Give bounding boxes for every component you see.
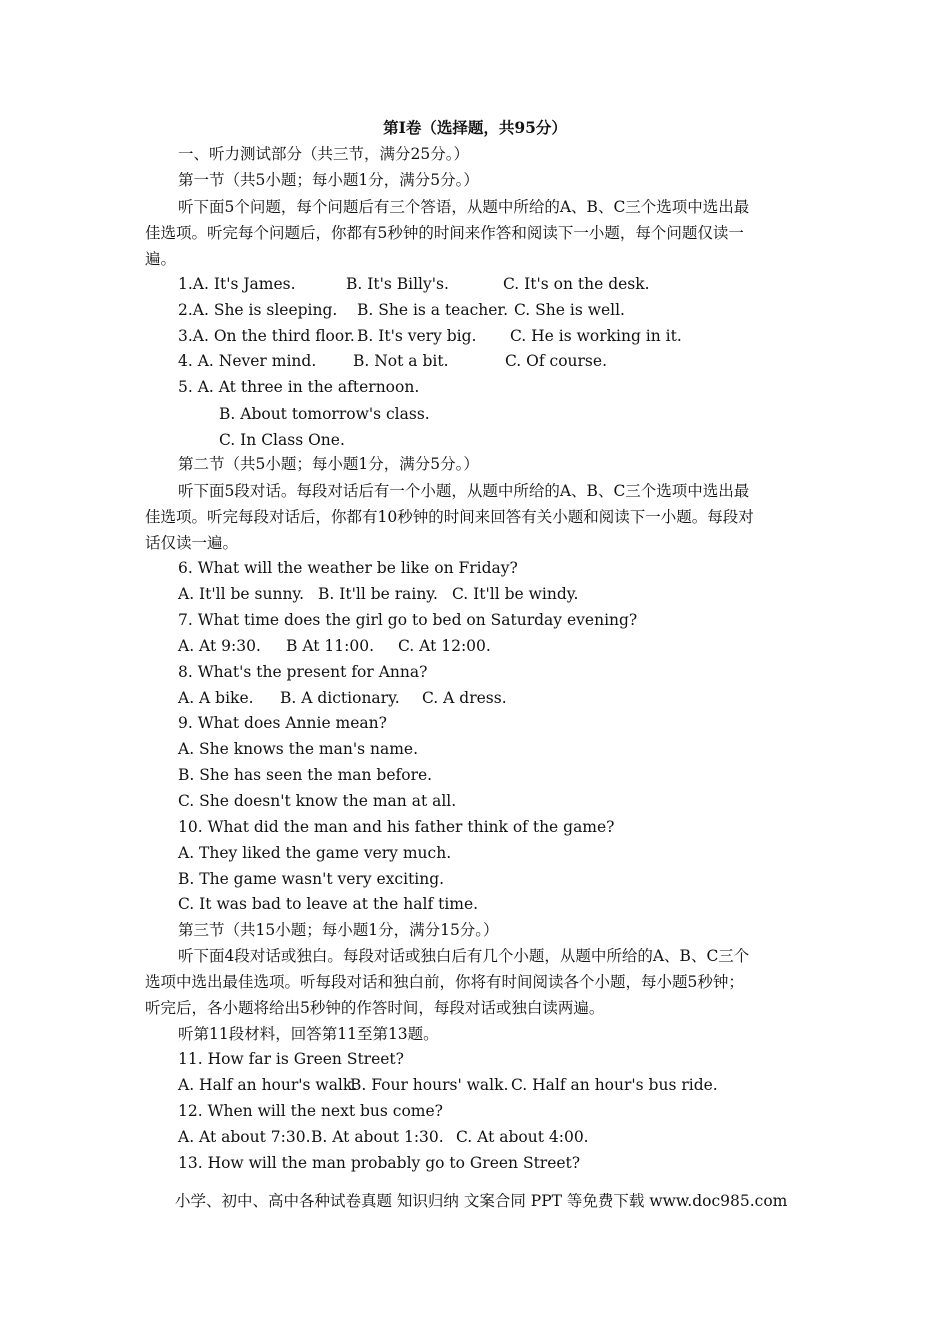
q12-option-c: C. At about 4:00. bbox=[456, 1128, 589, 1146]
q1-option-c: C. It's on the desk. bbox=[503, 275, 650, 293]
q12-option-b: B. At about 1:30. bbox=[311, 1128, 444, 1146]
q3-option-c: C. He is working in it. bbox=[510, 327, 682, 345]
q11-text: 11. How far is Green Street? bbox=[178, 1050, 404, 1068]
section1-instruction: 听下面5个问题，每个问题后有三个答语，从题中所给的A、B、C三个选项中选出最 bbox=[178, 198, 750, 216]
q11-option-c: C. Half an hour's bus ride. bbox=[511, 1076, 718, 1094]
q7-option-c: C. At 12:00. bbox=[398, 637, 491, 655]
q8-text: 8. What's the present for Anna? bbox=[178, 663, 428, 681]
q2-option-a: 2.A. She is sleeping. bbox=[178, 301, 338, 319]
q12-text: 12. When will the next bus come? bbox=[178, 1102, 443, 1120]
section3-heading: 第三节（共15小题；每小题1分，满分15分。） bbox=[178, 921, 499, 939]
q3-option-a: 3.A. On the third floor. bbox=[178, 327, 355, 345]
q6-option-b: B. It'll be rainy. bbox=[318, 585, 438, 603]
section1-instruction: 佳选项。听完每个问题后，你都有5秒钟的时间来作答和阅读下一小题，每个问题仅读一 bbox=[145, 224, 744, 242]
section3-instruction: 选项中选出最佳选项。听每段对话和独白前，你将有时间阅读各个小题，每小题5秒钟； bbox=[145, 973, 744, 991]
page-title: 第I卷（选择题，共95分） bbox=[383, 118, 567, 137]
q6-option-c: C. It'll be windy. bbox=[452, 585, 579, 603]
section3-instruction: 听下面4段对话或独白。每段对话或独白后有几个小题，从题中所给的A、B、C三个 bbox=[178, 947, 750, 965]
q5-option-a: 5. A. At three in the afternoon. bbox=[178, 378, 420, 396]
q11-option-b: B. Four hours' walk. bbox=[350, 1076, 509, 1094]
q2-option-b: B. She is a teacher. bbox=[357, 301, 509, 319]
part-heading: 一、听力测试部分（共三节，满分25分。） bbox=[178, 145, 469, 163]
page-footer: 小学、初中、高中各种试卷真题 知识归纳 文案合同 PPT 等免费下载 www.doc985.com bbox=[175, 1192, 788, 1210]
q9-option-b: B. She has seen the man before. bbox=[178, 766, 433, 784]
q8-option-c: C. A dress. bbox=[422, 689, 507, 707]
section3-instruction: 听完后，各小题将给出5秒钟的作答时间，每段对话或独白读两遍。 bbox=[145, 999, 605, 1017]
q10-option-b: B. The game wasn't very exciting. bbox=[178, 870, 445, 888]
section2-heading: 第二节（共5小题；每小题1分，满分5分。） bbox=[178, 455, 479, 473]
q11-option-a: A. Half an hour's walk. bbox=[178, 1076, 358, 1094]
q4-option-a: 4. A. Never mind. bbox=[178, 352, 317, 370]
section1-instruction: 遍。 bbox=[145, 250, 177, 268]
q8-option-a: A. A bike. bbox=[178, 689, 254, 707]
q4-option-b: B. Not a bit. bbox=[353, 352, 449, 370]
section2-instruction: 听下面5段对话。每段对话后有一个小题，从题中所给的A、B、C三个选项中选出最 bbox=[178, 482, 750, 500]
q5-option-c: C. In Class One. bbox=[219, 431, 345, 449]
q1-option-a: 1.A. It's James. bbox=[178, 275, 296, 293]
q12-option-a: A. At about 7:30. bbox=[178, 1128, 311, 1146]
q9-option-c: C. She doesn't know the man at all. bbox=[178, 792, 457, 810]
q10-option-a: A. They liked the game very much. bbox=[178, 844, 452, 862]
material-11-note: 听第11段材料，回答第11至第13题。 bbox=[178, 1025, 439, 1043]
q6-option-a: A. It'll be sunny. bbox=[178, 585, 305, 603]
section2-instruction: 佳选项。听完每段对话后，你都有10秒钟的时间来回答有关小题和阅读下一小题。每段对 bbox=[145, 508, 754, 526]
q7-option-a: A. At 9:30. bbox=[178, 637, 261, 655]
q7-text: 7. What time does the girl go to bed on Saturday evening? bbox=[178, 611, 638, 629]
q13-text: 13. How will the man probably go to Green Street? bbox=[178, 1154, 581, 1172]
q8-option-b: B. A dictionary. bbox=[280, 689, 400, 707]
q1-option-b: B. It's Billy's. bbox=[346, 275, 449, 293]
q7-option-b: B At 11:00. bbox=[286, 637, 374, 655]
section1-heading: 第一节（共5小题；每小题1分，满分5分。） bbox=[178, 171, 479, 189]
q9-text: 9. What does Annie mean? bbox=[178, 714, 387, 732]
q6-text: 6. What will the weather be like on Friday? bbox=[178, 559, 518, 577]
q5-option-b: B. About tomorrow's class. bbox=[219, 405, 430, 423]
q10-text: 10. What did the man and his father think of the game? bbox=[178, 818, 615, 836]
q2-option-c: C. She is well. bbox=[514, 301, 625, 319]
q10-option-c: C. It was bad to leave at the half time. bbox=[178, 895, 479, 913]
q4-option-c: C. Of course. bbox=[505, 352, 607, 370]
q3-option-b: B. It's very big. bbox=[357, 327, 477, 345]
q9-option-a: A. She knows the man's name. bbox=[178, 740, 419, 758]
section2-instruction: 话仅读一遍。 bbox=[145, 534, 239, 552]
